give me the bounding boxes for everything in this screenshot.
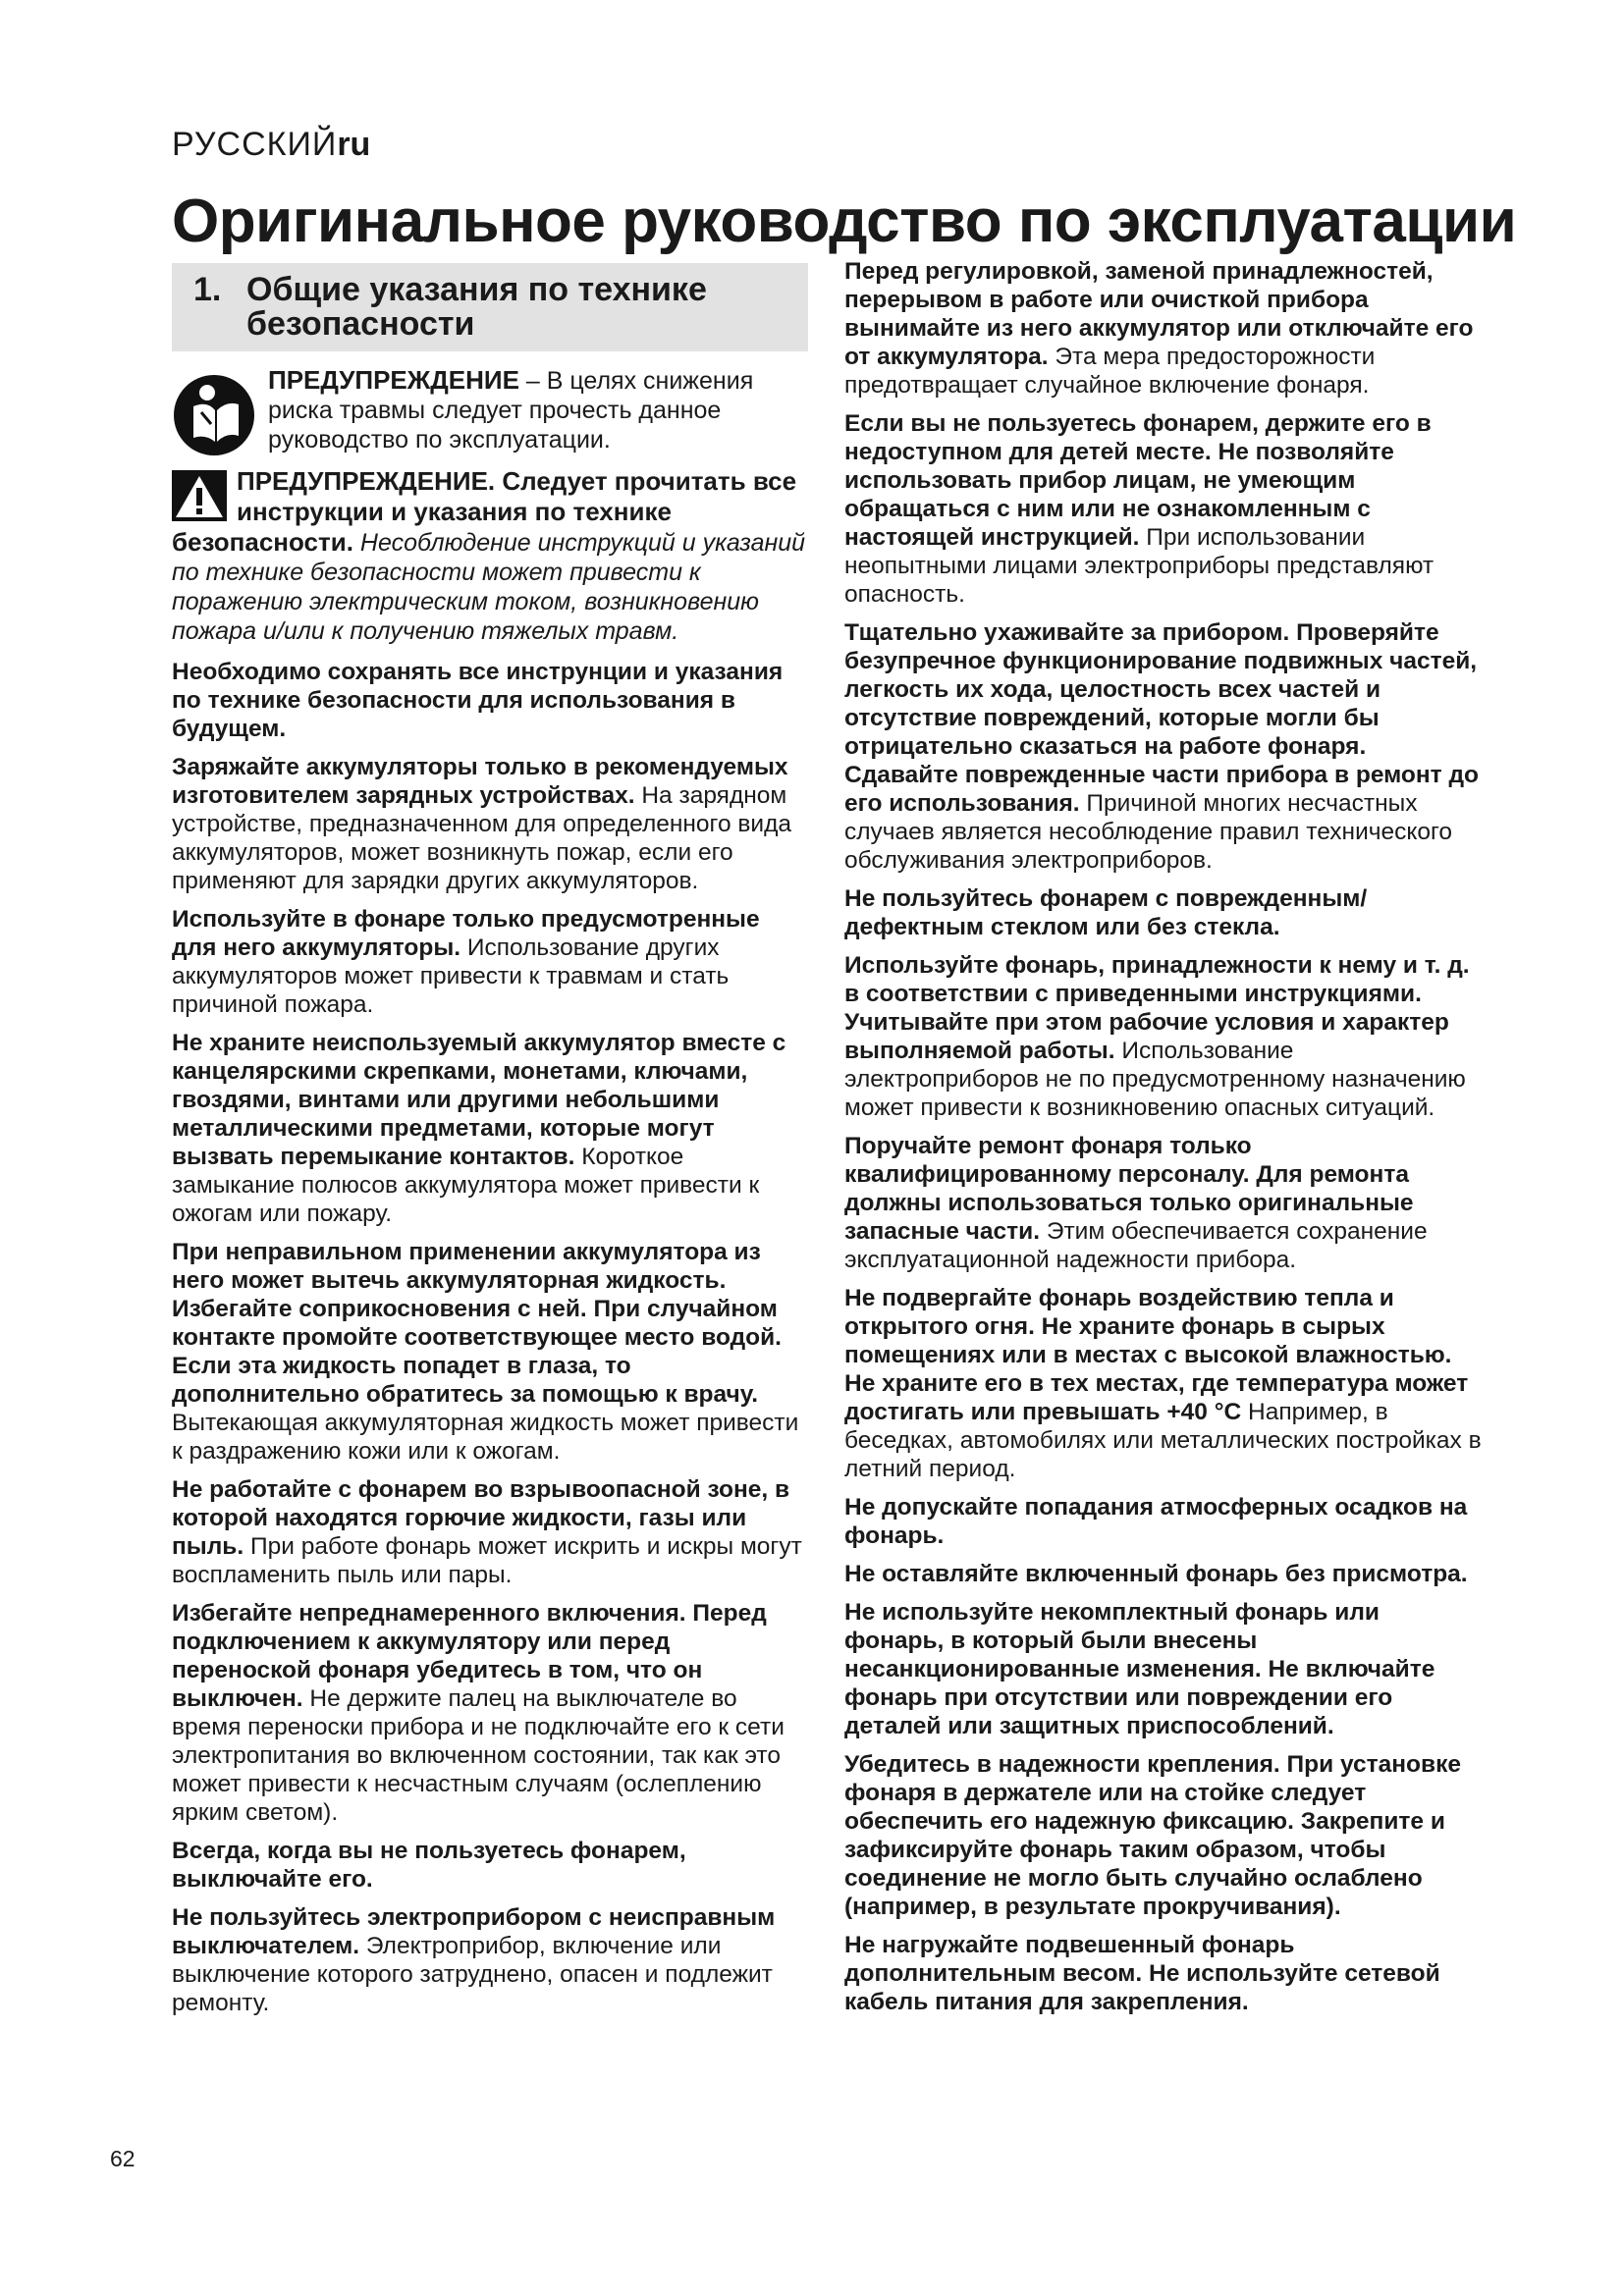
language-code: ru bbox=[337, 126, 371, 163]
read-manual-text: – В целях снижения риска травмы следует прочесть данное руководство по эксплуатации. bbox=[268, 367, 754, 454]
instruction-paragraph: Не оставляйте включенный фонарь без присмотра. bbox=[844, 1561, 1468, 1587]
instruction-paragraph: Необходимо сохранять все инструнции и указания по технике безопасности для использования в будущем. bbox=[172, 659, 784, 742]
instruction-paragraph: Всегда, когда вы не пользуетесь фонарем, выключайте его. bbox=[172, 1838, 686, 1893]
warning-italic-text: Несоблюдение инструкций и указаний по технике безопасности может привести к поражению электрическим током, возникновению пожара и/или к получению тяжелых травм. bbox=[172, 529, 806, 645]
instruction-paragraph: Заряжайте аккумуляторы только в рекомендуемых изготовителем зарядных устройствах. На зарядном устройстве, предназначенном для определенного вида аккумуляторов, может возникнуть пожар, если его применяют для зарядки других аккумуляторов. bbox=[172, 754, 792, 894]
book-reader-icon bbox=[172, 373, 256, 457]
section-title: Общие указания по технике безопасности bbox=[246, 271, 707, 343]
instruction-paragraph: Если вы не пользуетесь фонарем, держите его в недоступном для детей месте. Не позволяйте использовать прибор лицам, не умеющим обращаться с ним или не ознакомленным с настоящей инструкцией. При использовании неопытными лицами электроприборы представляют опасность. bbox=[844, 410, 1435, 608]
page-title: Оригинальное руководство по эксплуатации bbox=[172, 187, 1517, 255]
warning-triangle-icon bbox=[172, 470, 227, 521]
instruction-paragraph: Не работайте с фонарем во взрывоопасной зоне, в которой находятся горючие жидкости, газы или пыль. При работе фонарь может искрить и искры могут воспламенить пыль или пары. bbox=[172, 1476, 802, 1588]
instruction-paragraph: Не используйте некомплектный фонарь или фонарь, в который были внесены несанкционированные изменения. Не включайте фонарь при отсутствии или повреждении его деталей или защитных приспособлений. bbox=[844, 1599, 1435, 1739]
instruction-paragraph: Используйте фонарь, принадлежности к нему и т. д. в соответствии с приведенными инструкциями. Учитывайте при этом рабочие условия и характер выполняемой работы. Использование электроприборов не по предусмотренному назначению может привести к возникновению опасных ситуаций. bbox=[844, 952, 1470, 1121]
left-column bbox=[172, 263, 808, 2027]
instruction-paragraph: Перед регулировкой, заменой принадлежностей, перерывом в работе или очисткой прибора вынимайте из него аккумулятор или отключайте его от аккумулятора. Эта мера предосторожности предотвращает случайное включение фонаря. bbox=[844, 258, 1474, 399]
instruction-paragraph: Не пользуйтесь фонарем с поврежденным/дефектным стеклом или без стекла. bbox=[844, 885, 1368, 940]
page-number: 62 bbox=[110, 2146, 135, 2171]
language-label: РУССКИЙru bbox=[172, 126, 371, 163]
right-column bbox=[844, 257, 1483, 2026]
instruction-paragraph: Используйте в фонаре только предусмотренные для него аккумуляторы. Использование других аккумуляторов может привести к травмам и стать причиной пожара. bbox=[172, 906, 760, 1018]
instruction-paragraph: Не нагружайте подвешенный фонарь дополнительным весом. Не используйте сетевой кабель питания для закрепления. bbox=[844, 1932, 1440, 2015]
warning-bold-text: ПРЕДУПРЕЖДЕНИЕ. Следует прочитать все инструкции и указания по технике безопасности. bbox=[172, 466, 797, 557]
section-heading bbox=[172, 263, 808, 351]
read-manual-notice bbox=[172, 365, 808, 454]
instruction-paragraph: Тщательно ухаживайте за прибором. Проверяйте безупречное функционирование подвижных частей, легкость их хода, целостность всех частей и отсутствие повреждений, которые могли бы отрицательно сказаться на работе фонаря. Сдавайте поврежденные части прибора в ремонт до его использования. Причиной многих несчастных случаев является несоблюдение правил технического обслуживания электроприборов. bbox=[844, 619, 1480, 874]
read-manual-label: ПРЕДУПРЕЖДЕНИЕ bbox=[268, 365, 519, 395]
instruction-paragraph: Не допускайте попадания атмосферных осадков на фонарь. bbox=[844, 1494, 1468, 1549]
instruction-paragraph: Избегайте непреднамеренного включения. Перед подключением к аккумулятору или перед переноской фонаря убедитесь в том, что он выключен. Не держите палец на выключателе во время переноски прибора и не подключайте его к сети электропитания во включенном состоянии, так как это может привести к несчастным случаям (ослеплению ярким светом). bbox=[172, 1600, 785, 1826]
instruction-paragraph: При неправильном применении аккумулятора из него может вытечь аккумуляторная жидкость. Избегайте соприкосновения с ней. При случайном контакте промойте соответствующее место водой. Если эта жидкость попадет в глаза, то дополнительно обратитесь за помощью к врачу. Вытекающая аккумуляторная жидкость может привести к раздражению кожи или к ожогам. bbox=[172, 1239, 799, 1465]
instruction-paragraph: Не храните неиспользуемый аккумулятор вместе с канцелярскими скрепками, монетами, ключами, гвоздями, винтами или другими небольшими металлическими предметами, которые могут вызвать перемыкание контактов. Короткое замыкание полюсов аккумулятора может привести к ожогам или пожару. bbox=[172, 1030, 786, 1227]
instruction-paragraph: Убедитесь в надежности крепления. При установке фонаря в держателе или на стойке следует обеспечить его надежную фиксацию. Закрепите и зафиксируйте фонарь таким образом, чтобы соединение не могло быть случайно ослаблено (например, в результате прокручивания). bbox=[844, 1751, 1461, 1920]
instruction-paragraph: Не пользуйтесь электроприбором с неисправным выключателем. Электроприбор, включение или выключение которого затруднено, опасен и подлежит ремонту. bbox=[172, 1904, 776, 2016]
safety-warning-notice bbox=[172, 466, 808, 646]
instruction-paragraph: Поручайте ремонт фонаря только квалифицированному персоналу. Для ремонта должны использоваться только оригинальные запасные части. Этим обеспечивается сохранение эксплуатационной надежности прибора. bbox=[844, 1133, 1428, 1273]
section-number: 1. bbox=[193, 271, 222, 308]
instruction-paragraph: Не подвергайте фонарь воздействию тепла и открытого огня. Не храните фонарь в сырых помещениях или в местах с высокой влажностью. Не храните его в тех местах, где температура может достигать или превышать +40 °C Например, в беседках, автомобилях или металлических постройках в летний период. bbox=[844, 1285, 1482, 1482]
